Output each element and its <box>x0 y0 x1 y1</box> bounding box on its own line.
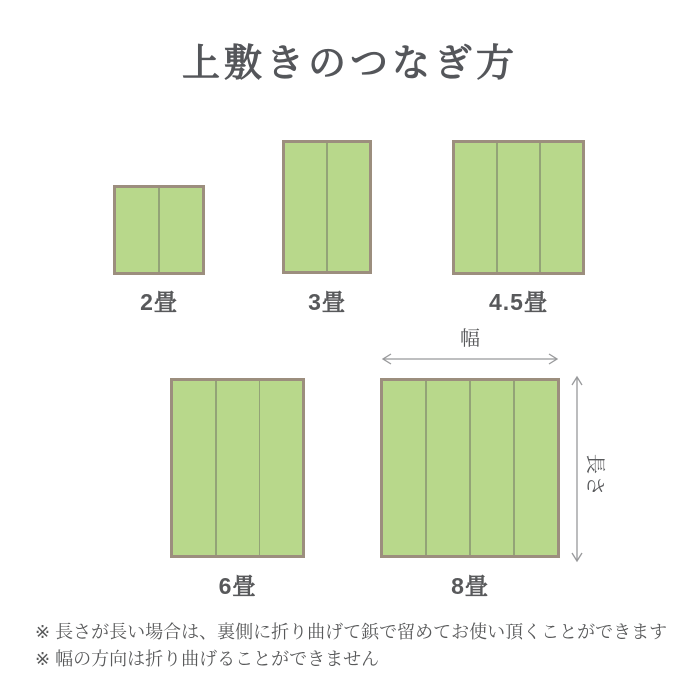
tatami-panel <box>498 143 539 272</box>
tatami-panel <box>260 381 302 555</box>
tatami-panel <box>515 381 557 555</box>
tatami-panel <box>173 381 215 555</box>
mat-diagram-8jo <box>380 378 560 558</box>
tatami-panel <box>455 143 496 272</box>
footer-notes <box>35 619 685 673</box>
note-line-folding: ※ 長さが長い場合は、裏側に折り曲げて鋲で留めてお使い頂くことができます <box>35 622 668 642</box>
mat-diagram-2jo <box>113 185 205 275</box>
mat-size-label-4-5jo: 4.5畳 <box>489 289 548 315</box>
width-double-arrow-icon <box>380 352 560 366</box>
tatami-panel <box>217 381 259 555</box>
tatami-panel <box>471 381 513 555</box>
mat-size-label-2jo: 2畳 <box>140 289 178 315</box>
mat-size-label-6jo: 6畳 <box>218 573 257 599</box>
page-title: 上敷きのつなぎ方 <box>181 43 518 85</box>
mat-size-label-3jo: 3畳 <box>308 289 346 315</box>
tatami-panel <box>116 188 158 272</box>
tatami-panel <box>285 143 326 271</box>
mat-diagram-6jo <box>170 378 305 558</box>
note-line-width: ※ 幅の方向は折り曲げることができません <box>35 649 380 669</box>
tatami-panel <box>383 381 425 555</box>
mat-size-label-8jo: 8畳 <box>451 573 489 599</box>
mat-diagram-4-5jo <box>452 140 585 275</box>
tatami-panel <box>160 188 202 272</box>
mat-diagram-3jo <box>282 140 372 274</box>
tatami-panel <box>427 381 469 555</box>
tatami-panel <box>541 143 582 272</box>
tatami-panel <box>328 143 369 271</box>
width-dimension-label: 幅 <box>460 328 480 350</box>
length-dimension-label: 長さ <box>583 454 606 498</box>
